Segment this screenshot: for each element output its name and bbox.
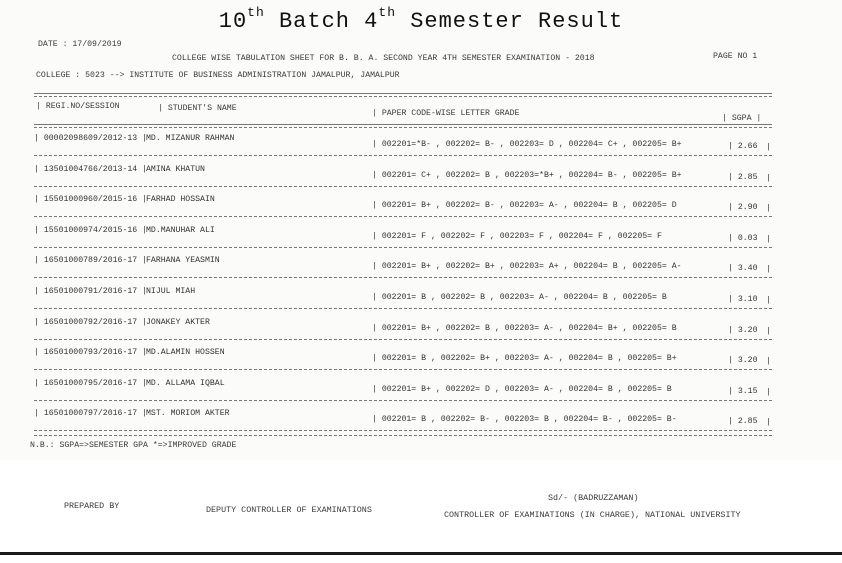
reg-cell: | 16501000797/2016-17 | <box>34 409 148 418</box>
name-cell: MD. MIZANUR RAHMAN <box>146 134 235 143</box>
row-end-bar: | <box>766 204 771 213</box>
grades-cell: | 002201= B+ , 002202= B , 002203= A- , 002204= B+ , 002205= B <box>372 324 677 333</box>
table-row <box>34 165 774 183</box>
header-rule-bottom-2 <box>34 127 772 128</box>
header-rule-top-2 <box>34 96 772 97</box>
name-cell: FARHAD HOSSAIN <box>146 195 215 204</box>
college-info: COLLEGE : 5023 --> INSTITUTE OF BUSINESS ADMINISTRATION JAMALPUR, JAMALPUR <box>36 71 400 80</box>
reg-cell: | 15501000974/2015-16 | <box>34 226 148 235</box>
col-header-reg: | REGI.NO/SESSION <box>36 102 120 111</box>
legend-note: N.B.: SGPA=>SEMESTER GPA *=>IMPROVED GRADE <box>30 441 237 450</box>
row-end-bar: | <box>766 296 771 305</box>
date-text: DATE : 17/09/2019 <box>38 40 122 49</box>
reg-cell: | 13501004766/2013-14 | <box>34 165 148 174</box>
row-divider <box>34 155 772 156</box>
grades-cell: | 002201= C+ , 002202= B , 002203=*B+ , 002204= B- , 002205= B+ <box>372 171 682 180</box>
sgpa-cell: | 2.90 <box>728 203 758 212</box>
table-row <box>34 348 774 366</box>
sgpa-cell: | 2.85 <box>728 417 758 426</box>
sgpa-cell: | 3.40 <box>728 264 758 273</box>
name-cell: MD.MANUHAR ALI <box>146 226 215 235</box>
col-header-name: | STUDENT'S NAME <box>158 104 237 113</box>
sheet-title: COLLEGE WISE TABULATION SHEET FOR B. B. A. SECOND YEAR 4TH SEMESTER EXAMINATION - 2018 <box>172 54 595 63</box>
row-divider <box>34 186 772 187</box>
row-divider <box>34 430 772 431</box>
deputy-controller: DEPUTY CONTROLLER OF EXAMINATIONS <box>206 505 372 515</box>
sgpa-cell: | 2.85 <box>728 173 758 182</box>
reg-cell: | 15501000960/2015-16 | <box>34 195 148 204</box>
row-end-bar: | <box>766 265 771 274</box>
name-cell: AMINA KHATUN <box>146 165 205 174</box>
row-end-bar: | <box>766 418 771 427</box>
row-end-bar: | <box>766 174 771 183</box>
grades-cell: | 002201= B , 002202= B- , 002203= B , 002204= B- , 002205= B- <box>372 415 677 424</box>
page-title: 10th Batch 4th Semester Result <box>218 5 624 34</box>
row-divider <box>34 216 772 217</box>
col-header-sgpa: | SGPA | <box>722 114 762 123</box>
row-divider <box>34 277 772 278</box>
row-divider <box>34 247 772 248</box>
sgpa-cell: | 3.15 <box>728 387 758 396</box>
row-end-bar: | <box>766 143 771 152</box>
reg-cell: | 16501000793/2016-17 | <box>34 348 148 357</box>
table-row <box>34 256 774 274</box>
table-row <box>34 195 774 213</box>
row-divider <box>34 400 772 401</box>
grades-cell: | 002201=*B- , 002202= B- , 002203= D , 002204= C+ , 002205= B+ <box>372 140 682 149</box>
row-divider <box>34 308 772 309</box>
sgpa-cell: | 3.20 <box>728 326 758 335</box>
prepared-by: PREPARED BY <box>64 501 120 511</box>
grades-cell: | 002201= F , 002202= F , 002203= F , 002204= F , 002205= F <box>372 232 662 241</box>
grades-cell: | 002201= B , 002202= B , 002203= A- , 002204= B , 002205= B <box>372 293 667 302</box>
signature-name: Sd/- (BADRUZZAMAN) <box>548 493 639 503</box>
grades-cell: | 002201= B+ , 002202= B- , 002203= A- , 002204= B , 002205= D <box>372 201 677 210</box>
reg-cell: | 16501000791/2016-17 | <box>34 287 148 296</box>
sgpa-cell: | 3.20 <box>728 356 758 365</box>
sgpa-cell: | 0.03 <box>728 234 758 243</box>
row-end-bar: | <box>766 388 771 397</box>
table-row <box>34 318 774 336</box>
reg-cell: | 00002098609/2012-13 | <box>34 134 148 143</box>
reg-cell: | 16501000792/2016-17 | <box>34 318 148 327</box>
header-rule-bottom <box>34 124 772 125</box>
name-cell: MD. ALLAMA IQBAL <box>146 379 225 388</box>
name-cell: MST. MORIOM AKTER <box>146 409 230 418</box>
sgpa-cell: | 3.10 <box>728 295 758 304</box>
bottom-edge <box>0 552 842 555</box>
sgpa-cell: | 2.66 <box>728 142 758 151</box>
name-cell: FARHANA YEASMIN <box>146 256 220 265</box>
reg-cell: | 16501000789/2016-17 | <box>34 256 148 265</box>
row-end-bar: | <box>766 357 771 366</box>
row-end-bar: | <box>766 327 771 336</box>
name-cell: JONAKEY AKTER <box>146 318 210 327</box>
header-rule-top <box>34 93 772 94</box>
grades-cell: | 002201= B+ , 002202= B+ , 002203= A+ , 002204= B , 002205= A- <box>372 262 682 271</box>
table-row <box>34 226 774 244</box>
table-row <box>34 379 774 397</box>
table-row <box>34 409 774 427</box>
row-end-bar: | <box>766 235 771 244</box>
table-end-rule <box>34 435 772 436</box>
grades-cell: | 002201= B , 002202= B+ , 002203= A- , 002204= B , 002205= B+ <box>372 354 677 363</box>
page-number: PAGE NO 1 <box>713 52 758 61</box>
name-cell: NIJUL MIAH <box>146 287 196 296</box>
grades-cell: | 002201= B+ , 002202= D , 002203= A- , 002204= B , 002205= B <box>372 385 672 394</box>
col-header-grades: | PAPER CODE-WISE LETTER GRADE <box>372 109 520 118</box>
controller-title: CONTROLLER OF EXAMINATIONS (IN CHARGE), NATIONAL UNIVERSITY <box>444 510 741 520</box>
table-row <box>34 287 774 305</box>
table-row <box>34 134 774 152</box>
row-divider <box>34 339 772 340</box>
row-divider <box>34 369 772 370</box>
name-cell: MD.ALAMIN HOSSEN <box>146 348 225 357</box>
reg-cell: | 16501000795/2016-17 | <box>34 379 148 388</box>
